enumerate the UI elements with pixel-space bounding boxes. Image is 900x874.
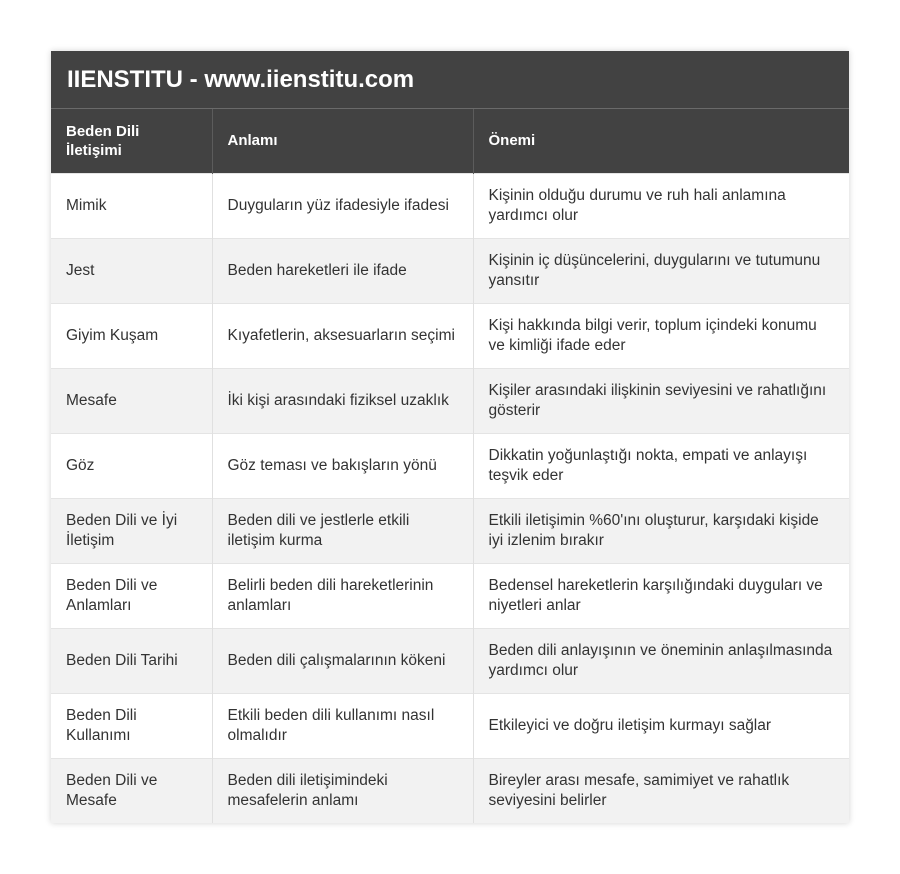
- cell-topic: Beden Dili Kullanımı: [51, 693, 212, 758]
- cell-topic: Beden Dili ve Anlamları: [51, 563, 212, 628]
- table-card: [51, 51, 849, 823]
- cell-meaning: Beden dili çalışmalarının kökeni: [212, 628, 473, 693]
- column-header-onemi: Önemi: [473, 109, 849, 173]
- cell-importance: Beden dili anlayışının ve öneminin anlaşılmasında yardımcı olur: [473, 628, 849, 693]
- cell-meaning: Göz teması ve bakışların yönü: [212, 433, 473, 498]
- cell-meaning: Beden hareketleri ile ifade: [212, 238, 473, 303]
- table-row: [51, 498, 849, 563]
- table-row: [51, 173, 849, 238]
- cell-meaning: Beden dili iletişimindeki mesafelerin anlamı: [212, 758, 473, 823]
- cell-topic: Beden Dili Tarihi: [51, 628, 212, 693]
- column-header-anlami: Anlamı: [212, 109, 473, 173]
- data-table: [51, 109, 849, 823]
- table-title: IIENSTITU - www.iienstitu.com: [51, 51, 849, 109]
- column-header-beden-dili: Beden Dili İletişimi: [51, 109, 212, 173]
- cell-importance: Kişinin iç düşüncelerini, duygularını ve tutumunu yansıtır: [473, 238, 849, 303]
- table-row: [51, 563, 849, 628]
- cell-meaning: Belirli beden dili hareketlerinin anlamları: [212, 563, 473, 628]
- table-row: [51, 758, 849, 823]
- cell-meaning: Duyguların yüz ifadesiyle ifadesi: [212, 173, 473, 238]
- cell-importance: Kişi hakkında bilgi verir, toplum içindeki konumu ve kimliği ifade eder: [473, 303, 849, 368]
- cell-importance: Bedensel hareketlerin karşılığındaki duyguları ve niyetleri anlar: [473, 563, 849, 628]
- table-row: [51, 303, 849, 368]
- table-row: [51, 628, 849, 693]
- cell-importance: Bireyler arası mesafe, samimiyet ve rahatlık seviyesini belirler: [473, 758, 849, 823]
- cell-importance: Kişiler arasındaki ilişkinin seviyesini ve rahatlığını gösterir: [473, 368, 849, 433]
- cell-topic: Mesafe: [51, 368, 212, 433]
- cell-topic: Mimik: [51, 173, 212, 238]
- cell-topic: Beden Dili ve Mesafe: [51, 758, 212, 823]
- cell-meaning: İki kişi arasındaki fiziksel uzaklık: [212, 368, 473, 433]
- cell-topic: Giyim Kuşam: [51, 303, 212, 368]
- cell-importance: Etkili iletişimin %60'ını oluşturur, karşıdaki kişide iyi izlenim bırakır: [473, 498, 849, 563]
- table-row: [51, 693, 849, 758]
- cell-meaning: Kıyafetlerin, aksesuarların seçimi: [212, 303, 473, 368]
- table-row: [51, 433, 849, 498]
- cell-topic: Jest: [51, 238, 212, 303]
- cell-topic: Beden Dili ve İyi İletişim: [51, 498, 212, 563]
- cell-importance: Kişinin olduğu durumu ve ruh hali anlamına yardımcı olur: [473, 173, 849, 238]
- cell-meaning: Beden dili ve jestlerle etkili iletişim kurma: [212, 498, 473, 563]
- cell-topic: Göz: [51, 433, 212, 498]
- cell-importance: Dikkatin yoğunlaştığı nokta, empati ve anlayışı teşvik eder: [473, 433, 849, 498]
- cell-importance: Etkileyici ve doğru iletişim kurmayı sağlar: [473, 693, 849, 758]
- cell-meaning: Etkili beden dili kullanımı nasıl olmalıdır: [212, 693, 473, 758]
- table-row: [51, 368, 849, 433]
- header-row: [51, 109, 849, 173]
- table-row: [51, 238, 849, 303]
